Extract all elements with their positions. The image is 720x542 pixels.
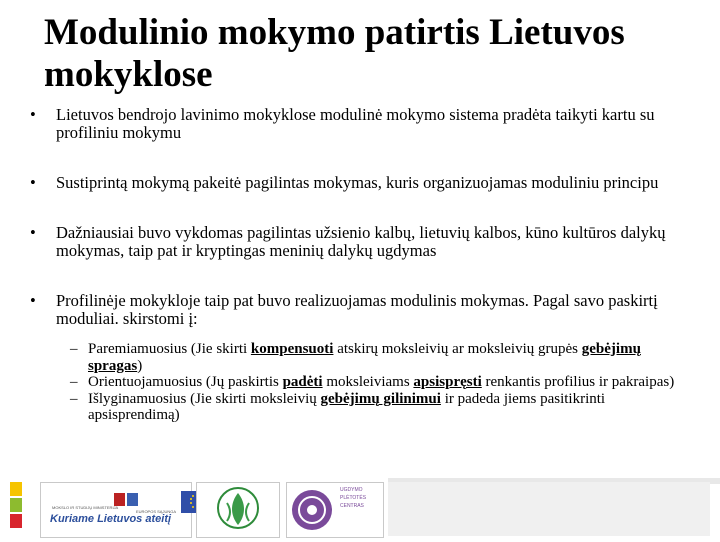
bullet-icon: •: [30, 223, 36, 242]
bullet-item: [30, 106, 690, 142]
bullet-icon: •: [30, 173, 36, 192]
sub-text: atskirų moksleivių ar moksleivių grupės: [333, 341, 582, 357]
color-bar-green: [10, 498, 22, 512]
bullet-text: Lietuvos bendrojo lavinimo mokyklose modulinė mokymo sistema pradėta taikyti kartu su profiliniu mokymu: [56, 105, 655, 142]
bullet-list: [30, 106, 690, 424]
ministry-label: MOKSLO IR STUDIJŲ MINISTERIJA: [52, 505, 119, 510]
keyword: gebėjimų gilinimui: [320, 390, 441, 407]
dash-icon: –: [70, 341, 78, 357]
bullet-item: [30, 224, 690, 260]
sub-text: ir padeda jiems pasitikrinti apsisprendimą): [88, 390, 606, 423]
slide-title: Modulinio mokymo patirtis Lietuvos mokyklose: [44, 12, 625, 95]
eu-label: EUROPOS SĄJUNGA: [136, 509, 177, 514]
keyword: gebėjimų spragas: [88, 341, 641, 374]
school-emblem-logo: [196, 482, 280, 538]
keyword: padėti: [282, 374, 323, 390]
sub-text: moksleiviams: [322, 374, 414, 390]
bullet-text: Dažniausiai buvo vykdomas pagilintas užsienio kalbų, lietuvių kalbos, kūno kultūros dalykų mokymas, taip pat ir kryptingas meninių dalykų ugdymas: [56, 223, 666, 260]
keyword: apsispręsti: [413, 374, 482, 390]
sub-text: Orientuojamuosius (Jų paskirtis: [88, 374, 283, 390]
sub-text: ): [137, 357, 143, 374]
center-label: UGDYMO PLĖTOTĖS CENTRAS: [340, 487, 367, 509]
dash-icon: –: [70, 374, 78, 390]
bullet-icon: •: [30, 105, 36, 124]
sub-item: [70, 374, 690, 391]
bullet-text: Profilinėje mokykloje taip pat buvo realizuojamas modulinis mokymas. Pagal savo paskirtį moduliai. skirstomi į:: [56, 291, 658, 328]
sub-item: [70, 341, 690, 374]
color-bar-yellow: [10, 482, 22, 496]
bullet-item: [30, 174, 690, 192]
bullet-icon: •: [30, 291, 36, 310]
sub-item: [70, 391, 690, 424]
dash-icon: –: [70, 390, 78, 407]
tagline: Kuriame Lietuvos ateitį: [50, 513, 172, 525]
footer-band: [388, 482, 710, 536]
bullet-item: [30, 292, 690, 424]
upc-circle-icon: [287, 483, 337, 537]
sub-text: Paremiamuosius (Jie skirti: [88, 341, 251, 357]
leaf-emblem-icon: [197, 483, 279, 537]
sub-list: [70, 341, 690, 424]
sub-text: Išlyginamuosius (Jie skirti moksleivių: [88, 390, 321, 407]
keyword: kompensuoti: [250, 341, 334, 357]
color-bar-red: [10, 514, 22, 528]
sub-text: renkantis profilius ir pakraipas): [481, 374, 675, 390]
bullet-text: Sustiprintą mokymą pakeitė pagilintas mokymas, kuris organizuojamas moduliniu principu: [56, 173, 659, 192]
footer-logos: [0, 478, 720, 540]
